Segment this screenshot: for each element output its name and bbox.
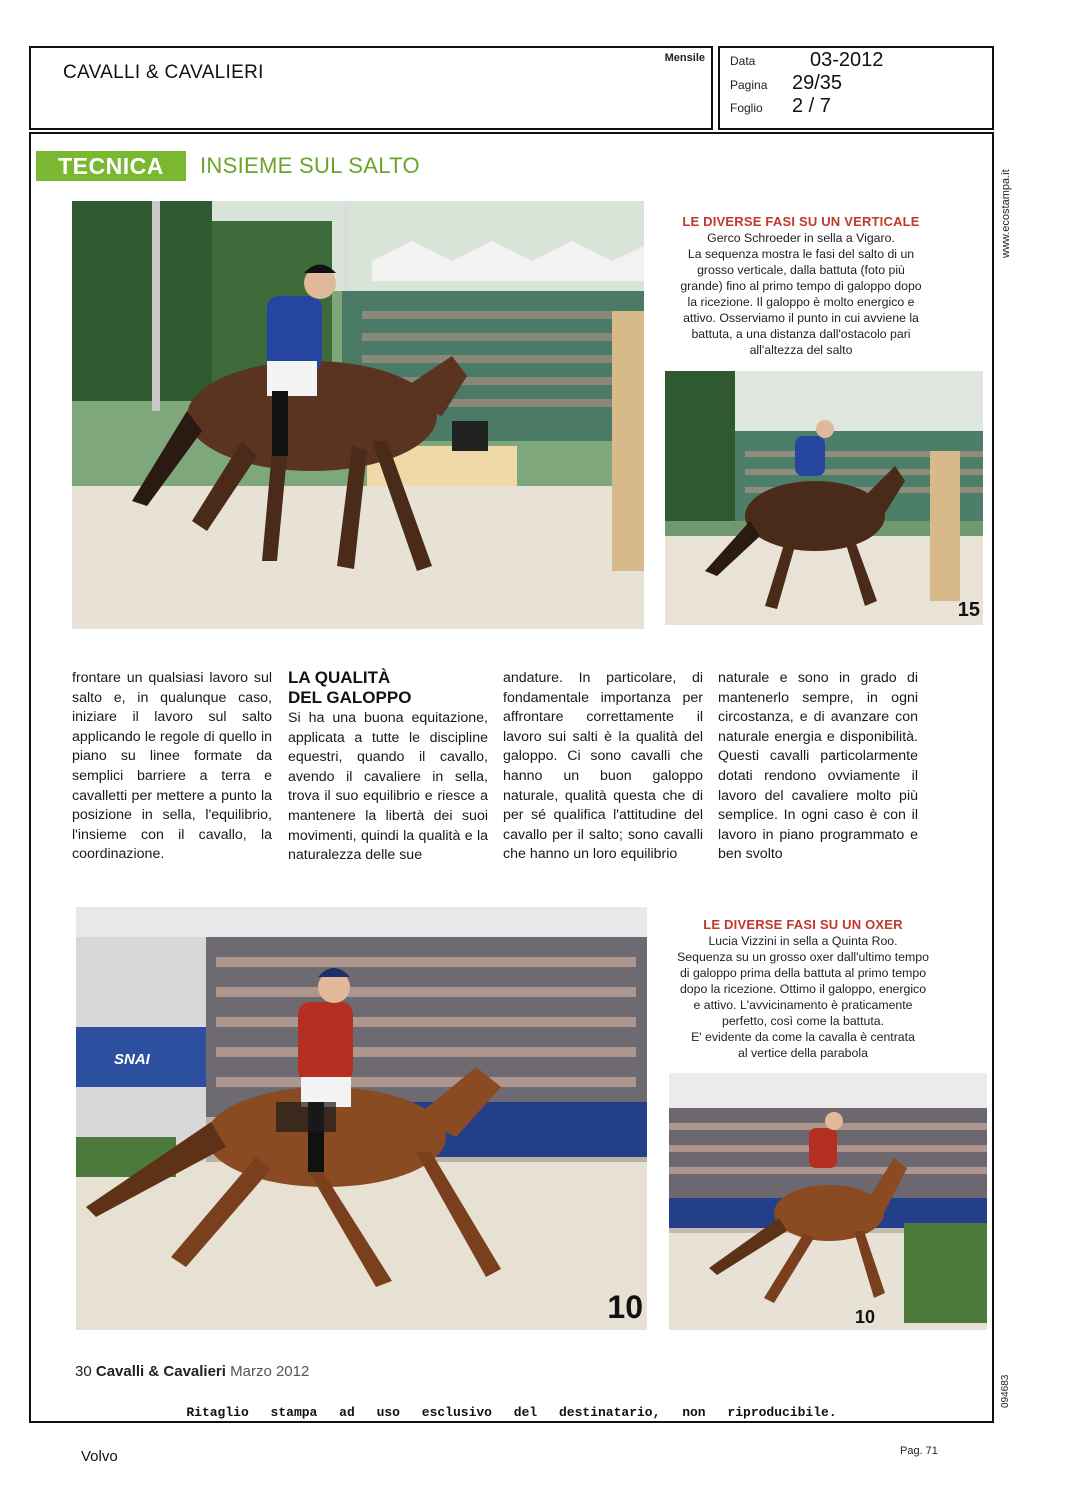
- caption-line: Sequenza su un grosso oxer dall'ultimo tempo: [677, 950, 929, 964]
- meta-value-data: 03-2012: [810, 49, 884, 71]
- article-column-3: andature. In particolare, di fondamentale importanza per affrontare correttamente il lavoro sui salti è la qualità del galoppo. Ci sono cavalli che hanno un buon galoppo naturale, qualità questa che di per sé qualifica l'attitudine del cavallo per il salto; sono cavalli che hanno un loro equilibrio: [503, 670, 703, 863]
- folio: [75, 1363, 309, 1380]
- article-column-4: naturale e sono in grado di mantenerlo sempre, in ogni circostanza, e di avanzare con naturale energia e disponibilità. Questi cavalli particolarmente dotati rendono ovviamente il lavoro del cavaliere molto più semplice. In ogni caso è con il lavoro in piano programmato e ben svolto: [718, 670, 918, 863]
- folio-page: 30: [75, 1363, 92, 1380]
- caption-line: dopo la ricezione. Ottimo il galoppo, energico: [679, 982, 927, 996]
- meta-label-foglio: Foglio: [730, 101, 763, 115]
- side-code: [1000, 1352, 1014, 1408]
- side-url: [1000, 148, 1014, 258]
- horse-oxer-landing-illustration: [669, 1073, 987, 1330]
- caption-line: Lucia Vizzini in sella a Quinta Roo.: [708, 934, 898, 948]
- disclaimer: Ritaglio stampa ad uso esclusivo del destinatario, non riproducibile.: [186, 1405, 837, 1420]
- photo-vertical-small: [665, 371, 983, 625]
- caption-line: Gerco Schroeder in sella a Vigaro.: [707, 231, 895, 245]
- meta-value-pagina: 29/35: [792, 72, 843, 94]
- header-meta-box: [718, 46, 994, 130]
- caption-line: la ricezione. Il galoppo è molto energico e: [687, 295, 915, 309]
- subheading-line-1: LA QUALITÀ: [288, 668, 391, 687]
- caption-line: grande) fino al primo tempo di galoppo dopo: [680, 279, 922, 293]
- publication-name: CAVALLI & CAVALIERI: [63, 62, 264, 83]
- horse-jump-illustration: [72, 201, 644, 629]
- photo-oxer-large: [76, 907, 647, 1330]
- caption-line: all'altezza del salto: [749, 343, 853, 357]
- subheading-line-2: DEL GALOPPO: [288, 688, 412, 707]
- article-column-2: [288, 669, 488, 866]
- folio-magazine: Cavalli & Cavalieri: [95, 1363, 226, 1380]
- footer-page: Pag. 71: [900, 1445, 938, 1457]
- caption-oxer-title: LE DIVERSE FASI SU UN OXER: [703, 917, 903, 932]
- folio-issue: Marzo 2012: [230, 1363, 310, 1380]
- side-code-text: 094683: [1000, 1374, 1011, 1408]
- photo-frame-number: 15: [957, 599, 980, 621]
- header-publication-box: [29, 46, 713, 130]
- meta-label-pagina: Pagina: [730, 78, 768, 92]
- caption-vertical: [660, 214, 942, 358]
- caption-line: perfetto, così come la battuta.: [722, 1014, 884, 1028]
- photo-frame-number: 10: [855, 1307, 876, 1327]
- frequency-label: Mensile: [664, 52, 705, 64]
- footer-client: Volvo: [81, 1448, 118, 1465]
- meta-value-foglio: 2 / 7: [792, 95, 831, 117]
- caption-line: al vertice della parabola: [738, 1046, 868, 1060]
- caption-oxer: [660, 917, 946, 1061]
- caption-line: La sequenza mostra le fasi del salto di un: [687, 247, 915, 261]
- photo-frame-number: 10: [607, 1289, 643, 1325]
- horse-gallop-illustration: [76, 907, 647, 1330]
- caption-line: attivo. Osserviamo il punto in cui avviene la: [683, 311, 919, 325]
- section-title: INSIEME SUL SALTO: [200, 153, 420, 178]
- caption-vertical-title: LE DIVERSE FASI SU UN VERTICALE: [682, 214, 920, 229]
- photo-vertical-large: [72, 201, 644, 629]
- caption-line: di galoppo prima della battuta al primo tempo: [679, 966, 927, 980]
- article-column-1: frontare un qualsiasi lavoro sul salto e, in qualunque caso, iniziare il lavoro sul salto applicando le regole di quello in piano su linee formate da semplici barriere a terra e cavalletti per mettere a punto la posizione in sella, l'equilibrio, l'insieme con il cavallo, la coordinazione.: [72, 670, 272, 863]
- caption-line: E' evidente da come la cavalla è centrata: [691, 1030, 915, 1044]
- side-url-text: www.ecostampa.it: [1000, 169, 1012, 258]
- caption-line: battuta, a una distanza dall'ostacolo pari: [691, 327, 911, 341]
- caption-line: e attivo. L'avvicinamento è praticamente: [693, 998, 913, 1012]
- horse-landing-illustration: [665, 371, 983, 625]
- meta-label-data: Data: [730, 54, 756, 68]
- caption-line: grosso verticale, dalla battuta (foto più: [697, 263, 905, 277]
- section-tag: TECNICA: [36, 151, 186, 181]
- photo-oxer-small: [669, 1073, 987, 1330]
- article-column-2-text: Si ha una buona equitazione, applicata a tutte le discipline equestri, quando il cavallo, avendo il cavaliere in sella, trova il suo equilibrio e riesce a mantenere la libertà dei suoi movimenti, quindi la qualità e la naturalezza delle sue: [288, 710, 488, 864]
- sponsor-banner-text: SNAI: [114, 1051, 150, 1068]
